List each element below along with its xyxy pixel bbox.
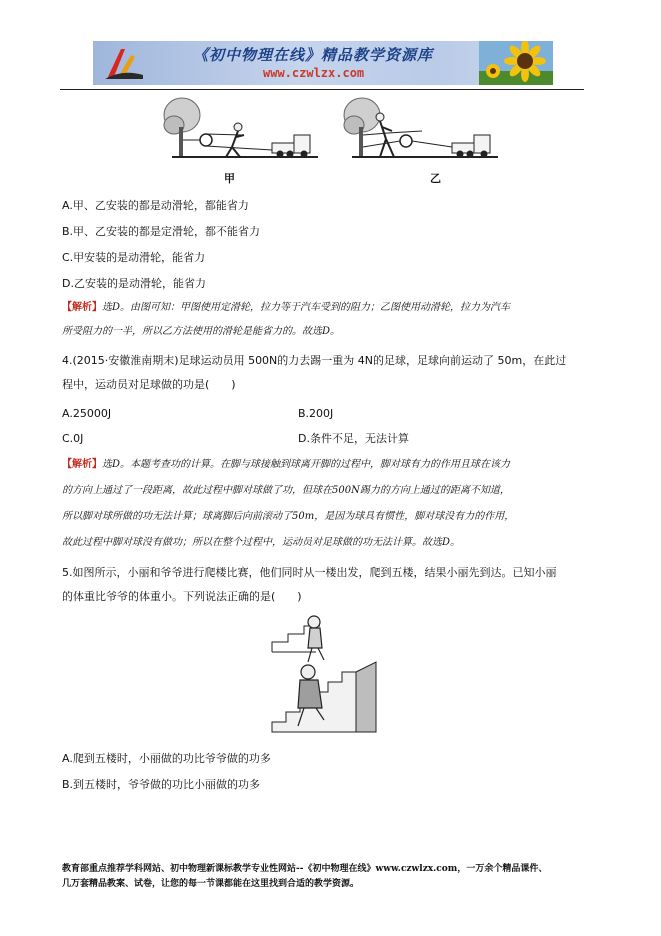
q4-option-b: B.200J <box>298 407 334 420</box>
q3-explanation-line: 【解析】选D。由图可知：甲图使用定滑轮，拉力等于汽车受到的阻力；乙图使用动滑轮，拉力为汽车 <box>62 302 511 313</box>
q4-stem-line: 程中，运动员对足球做的功是( ) <box>62 378 236 391</box>
header-banner <box>93 41 553 85</box>
q5-option-a: A.爬到五楼时，小丽做的功比爷爷做的功多 <box>62 752 271 765</box>
q4-option-d: D.条件不足，无法计算 <box>298 432 409 445</box>
header-rule <box>60 89 584 90</box>
q3-option-c: C.甲安装的是动滑轮，能省力 <box>62 251 206 264</box>
sunflower-icon <box>479 41 553 85</box>
stair-climbing-figure <box>268 612 380 736</box>
q4-explanation-line: 【解析】选D。本题考查功的计算。在脚与球接触到球离开脚的过程中，脚对球有力的作用且球在该力 <box>62 459 511 470</box>
q5-stem-line: 5.如图所示，小丽和爷爷进行爬楼比赛，他们同时从一楼出发，爬到五楼，结果小丽先到达。已知小丽 <box>62 566 557 579</box>
banner-title: 《初中物理在线》精品教学资源库 <box>193 46 434 64</box>
site-logo-icon <box>101 45 145 81</box>
q4-explanation-tag: 【解析】 <box>62 459 102 470</box>
banner-url: www.czwlzx.com <box>263 66 365 80</box>
q4-option-c: C.0J <box>62 432 84 445</box>
pulley-scene-right <box>344 98 498 158</box>
q3-option-b: B.甲、乙安装的都是定滑轮，都不能省力 <box>62 225 261 238</box>
q5-option-b: B.到五楼时，爷爷做的功比小丽做的功多 <box>62 778 261 791</box>
q4-explanation-line: 故此过程中脚对球没有做功；所以在整个过程中，运动员对足球做的功无法计算。故选D。 <box>62 537 461 548</box>
q5-stem-line: 的体重比爷爷的体重小。下列说法正确的是( ) <box>62 590 302 603</box>
q3-explanation-line: 所受阻力的一半，所以乙方法使用的滑轮是能省力的。故选D。 <box>62 326 341 337</box>
q3-option-d: D.乙安装的是动滑轮，能省力 <box>62 277 206 290</box>
footer-line: 几万套精品教案、试卷，让您的每一节课都能在这里找到合适的教学资源。 <box>62 879 360 889</box>
q3-option-a: A.甲、乙安装的都是动滑轮，都能省力 <box>62 199 249 212</box>
q3-explanation-tag: 【解析】 <box>62 302 102 313</box>
q4-option-a: A.25000J <box>62 407 112 420</box>
q4-explanation-line: 所以脚对球所做的功无法计算；球离脚后向前滚动了50m，是因为球具有惯性，脚对球没有力的作用， <box>62 511 515 522</box>
pulley-scene-left <box>164 98 318 158</box>
q4-explanation-line: 的方向上通过了一段距离，故此过程中脚对球做了功，但球在500N踢力的方向上通过的距离不知道， <box>62 485 510 496</box>
figure-label-yi: 乙 <box>430 172 441 185</box>
footer-line: 教育部重点推荐学科网站、初中物理新课标教学专业性网站--《初中物理在线》www.czwlzx.com，一万余个精品课件、 <box>62 864 548 874</box>
q4-stem-line: 4.(2015·安徽淮南期末)足球运动员用 500N的力去踢一重为 4N的足球，足球向前运动了 50m，在此过 <box>62 354 567 367</box>
pulley-figure <box>160 95 500 185</box>
figure-label-jia: 甲 <box>224 172 235 185</box>
